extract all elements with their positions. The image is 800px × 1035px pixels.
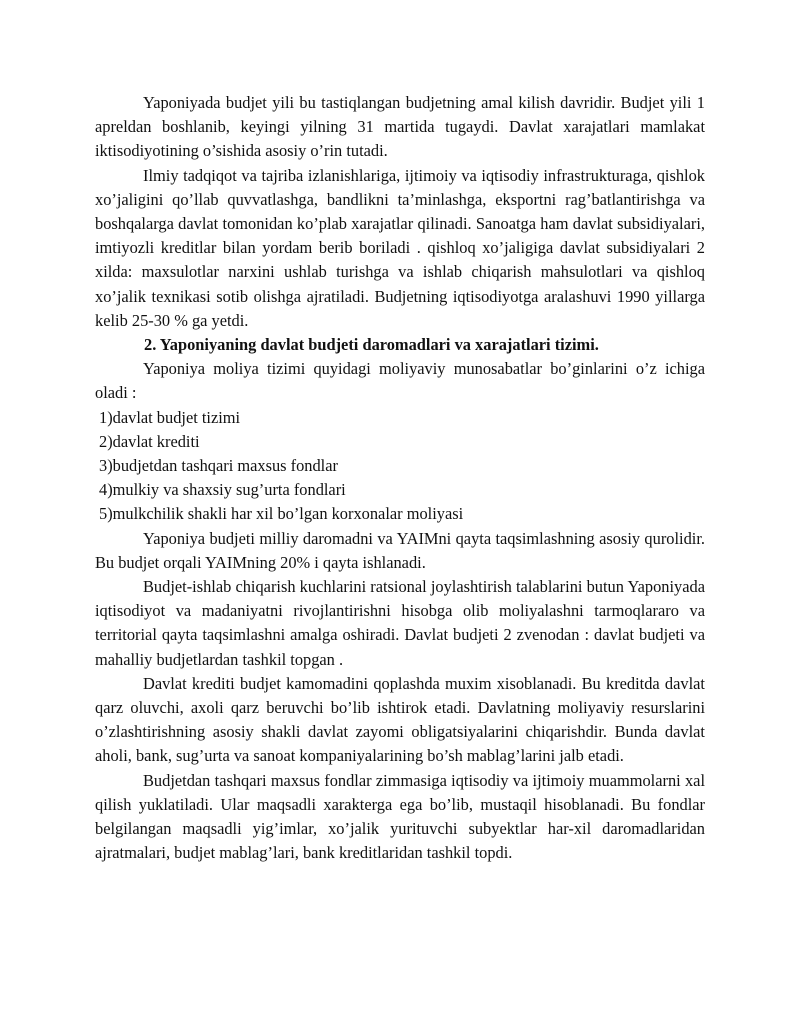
list-item: 4)mulkiy va shaxsiy sug’urta fondlari (99, 480, 346, 500)
paragraph-budget-year: Yaponiyada budjet yili bu tastiqlangan budjetning amal kilish davridir. Budjet yili 1 apreldan boshlanib, keyingi yilning 31 martida tugaydi. Davlat xarajatlari mamlakat iktisodiyotining o’sishida asosiy o’rin tutadi. (95, 93, 705, 161)
paragraph-state-expenditures: Ilmiy tadqiqot va tajriba izlanishlariga, ijtimoiy va iqtisodiy infrastrukturaga, qishlok xo’jaligini qo’llab quvvatlashga, bandlikni ta’minlashga, eksportni rag’batlantirishga va boshqalarga davlat tomonidan ko’plab xarajatlar qilinadi. Sanoatga ham davlat subsidiyalari, imtiyozli kreditlar bilan yordam berib boriladi . qishloq xo’jaligiga davlat subsidiyalari 2 xilda: maxsulotlar narxini ushlab turishga va ishlab chiqarish mahsulotlari va qishloq xo’jalik texnikasi sotib olishga ajratiladi. Budjetning iqtisodiyotga aralashuvi 1990 yillarga kelib 25-30 % ga yetdi. (95, 165, 705, 330)
paragraph-budget-gdp: Yaponiya budjeti milliy daromadni va YAIMni qayta taqsimlashning asosiy qurolidir. Bu budjet orqali YAIMning 20% i qayta ishlanadi. (95, 528, 705, 572)
paragraph-special-funds: Budjetdan tashqari maxsus fondlar zimmasiga iqtisodiy va ijtimoiy muammolarni xal qilish yuklatiladi. Ular maqsadli xarakterga ega bo’lib, mustaqil hisoblanadi. Bu fondlar belgilangan maqsadli yig’imlar, xo’jalik yurituvchi subyektlar har-xil daromadlaridan ajratmalari, budjet mablag’lari, bank kreditlaridan tashkil topdi. (95, 770, 705, 863)
list-item: 1)davlat budjet tizimi (99, 407, 241, 427)
section-heading: 2. Yaponiyaning davlat budjeti daromadlari va xarajatlari tizimi. (144, 335, 599, 355)
paragraph-finance-system-intro: Yaponiya moliya tizimi quyidagi moliyaviy munosabatlar bo’ginlarini o’z ichiga oladi : (95, 359, 705, 403)
finance-system-list (95, 406, 705, 527)
list-item: 3)budjetdan tashqari maxsus fondlar (99, 456, 338, 476)
paragraph-state-credit: Davlat krediti budjet kamomadini qoplashda muxim xisoblanadi. Bu kreditda davlat qarz oluvchi, axoli qarz beruvchi bo’lib ishtirok etadi. Davlatning moliyaviy resurslarini o’zlashtirishning asosiy shakli davlat zayomi obligatsiyalarini chiqarishdir. Bunda davlat aholi, bank, sug’urta va sanoat kompaniyalarining bo’sh mablag’larini jalb etadi. (95, 673, 705, 766)
document-page (95, 91, 705, 866)
list-item: 5)mulkchilik shakli har xil bo’lgan korxonalar moliyasi (99, 504, 464, 524)
list-item: 2)davlat krediti (99, 431, 200, 451)
paragraph-budget-allocation: Budjet-ishlab chiqarish kuchlarini ratsional joylashtirish talablarini butun Yaponiyada iqtisodiyot va madaniyatni rivojlantirishni hisobga olib moliyalashni tarmoqlararo va territorial qayta taqsimlashni amalga oshiradi. Davlat budjeti 2 zvenodan : davlat budjeti va mahalliy budjetlardan tashkil topgan . (95, 577, 705, 669)
